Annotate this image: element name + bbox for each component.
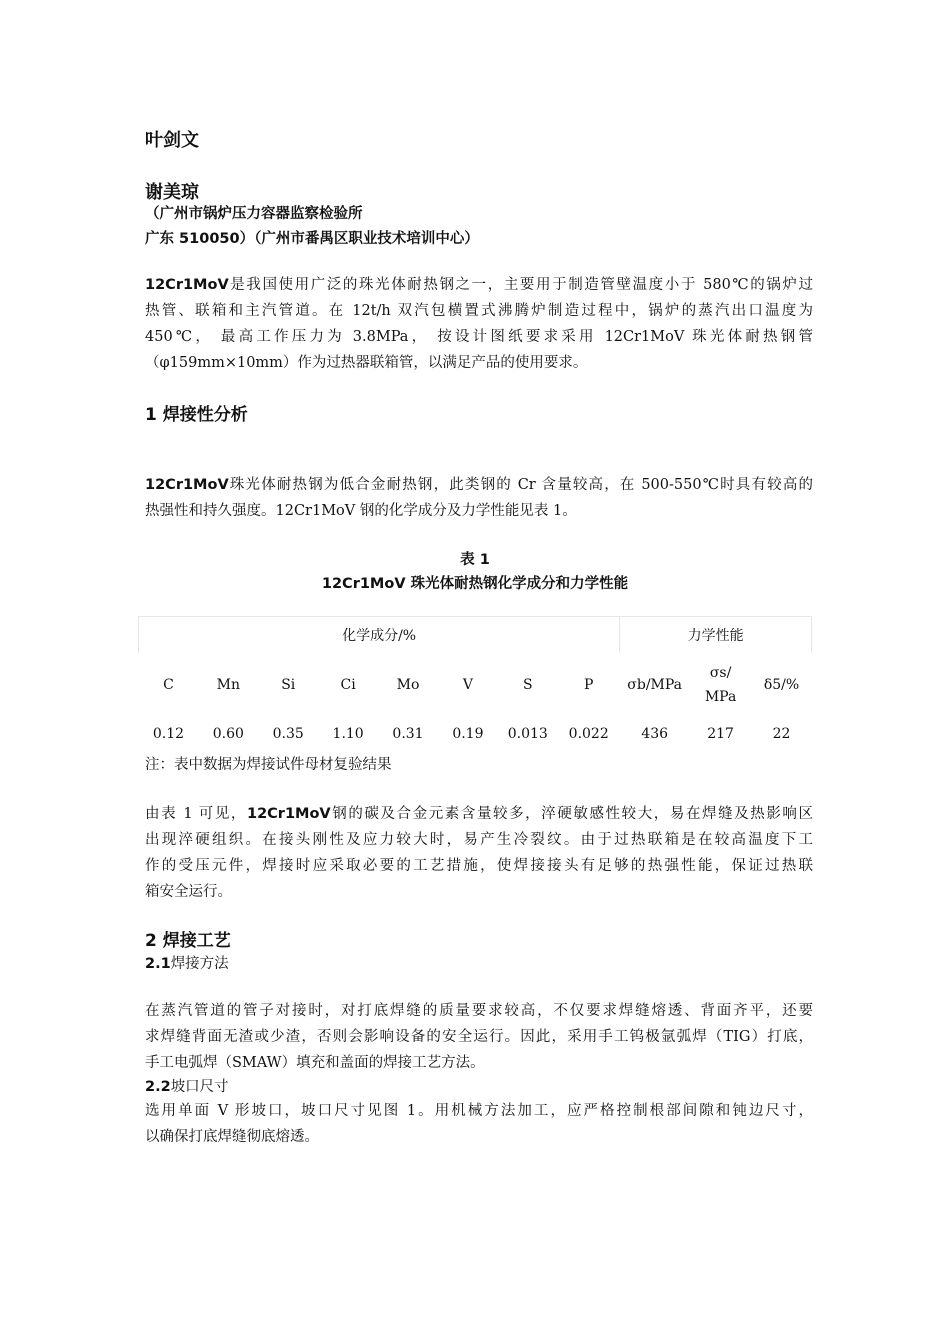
intro-line-4: （φ159mm×10mm）作为过热器联箱管，以满足产品的使用要求。 bbox=[145, 355, 588, 371]
section-1-heading: 1 焊接性分析 bbox=[145, 405, 248, 425]
section-1-lead: 12Cr1MoV bbox=[145, 477, 229, 493]
value-c: 0.12 bbox=[152, 726, 185, 742]
sub1-line-1: 在蒸汽管道的管子对接时，对打底焊缝的质量要求较高，不仅要求焊缝熔透、背面齐平，还要 bbox=[145, 1003, 813, 1019]
sub1-line-2: 求焊缝背面无渣或少渣，否则会影响设备的安全运行。因此，采用手工钨极氩弧焊（TIG）打底， bbox=[145, 1029, 813, 1045]
table-value-row bbox=[139, 717, 812, 751]
mechanical-properties-header: 力学性能 bbox=[620, 617, 812, 654]
col-c: C bbox=[163, 677, 174, 693]
value-si: 0.35 bbox=[272, 726, 304, 742]
value-elongation: 22 bbox=[772, 726, 791, 742]
discussion-line-4: 箱安全运行。 bbox=[145, 884, 232, 900]
col-tensile-strength: σb/MPa bbox=[627, 677, 683, 693]
value-v: 0.19 bbox=[452, 726, 484, 742]
value-tensile-strength: 436 bbox=[641, 726, 669, 742]
col-yield-strength: σs/ MPa bbox=[704, 665, 737, 705]
col-ci: Ci bbox=[340, 677, 356, 693]
sub1-line-3: 手工电弧焊（SMAW）填充和盖面的焊接工艺方法。 bbox=[145, 1055, 485, 1071]
affiliation-line-1: （广州市锅炉压力容器监察检验所 bbox=[145, 206, 363, 222]
value-ci: 1.10 bbox=[332, 726, 364, 742]
sub2-line-1: 选用单面 V 形坡口，坡口尺寸见图 1。用机械方法加工，应严格控制根部间隙和钝边尺寸， bbox=[145, 1103, 813, 1119]
chem-composition-header: 化学成分/% bbox=[139, 617, 620, 654]
discussion-lead: 12Cr1MoV bbox=[246, 806, 331, 822]
subsection-2-2-heading: 2.2坡口尺寸 bbox=[145, 1079, 229, 1095]
intro-line-1: 12Cr1MoV是我国使用广泛的珠光体耐热钢之一，主要用于制造管壁温度小于 580℃的锅炉过 bbox=[145, 277, 813, 293]
section-1-line-2: 热强性和持久强度。12Cr1MoV 钢的化学成分及力学性能见表 1。 bbox=[145, 503, 577, 519]
discussion-line-3: 作的受压元件，焊接时应采取必要的工艺措施，使焊接接头有足够的热强性能，保证过热联 bbox=[145, 858, 813, 874]
subsection-2-1-paragraph bbox=[145, 998, 813, 1076]
author-name-1: 叶剑文 bbox=[145, 130, 199, 151]
value-yield-strength: 217 bbox=[707, 726, 734, 742]
table-group-header-row bbox=[139, 617, 812, 654]
section-1-paragraph bbox=[145, 472, 813, 524]
table-symbol-row bbox=[139, 653, 812, 717]
col-p: P bbox=[584, 677, 594, 693]
discussion-line-1: 由表 1 可见，12Cr1MoV钢的碳及合金元素含量较多，淬硬敏感性较大，易在焊缝及热影响区 bbox=[145, 806, 813, 822]
author-name-2: 谢美琼 bbox=[145, 182, 199, 203]
subsection-2-2-paragraph bbox=[145, 1098, 813, 1150]
table-label: 表 1 bbox=[460, 552, 490, 568]
subsection-2-1-heading: 2.1焊接方法 bbox=[145, 956, 229, 972]
properties-table bbox=[138, 616, 812, 751]
value-p: 0.022 bbox=[568, 726, 609, 742]
intro-paragraph bbox=[145, 272, 813, 376]
intro-line-2: 热管、联箱和主汽管道。在 12t/h 双汽包横置式沸腾炉制造过程中，锅炉的蒸汽出口温度为 bbox=[145, 303, 813, 319]
section-1-line-1: 12Cr1MoV珠光体耐热钢为低合金耐热钢，此类钢的 Cr 含量较高，在 500-550℃时具有较高的 bbox=[145, 477, 813, 493]
table-discussion-paragraph bbox=[145, 801, 813, 905]
section-2-heading: 2 焊接工艺 bbox=[145, 931, 231, 951]
affiliation-line-2: 广东 510050）（广州市番禺区职业技术培训中心） bbox=[145, 231, 479, 247]
col-si: Si bbox=[281, 677, 296, 693]
intro-lead: 12Cr1MoV bbox=[145, 277, 229, 293]
value-mn: 0.60 bbox=[212, 726, 244, 742]
sub2-line-2: 以确保打底焊缝彻底熔透。 bbox=[145, 1129, 319, 1145]
intro-line-3: 450℃， 最高工作压力为 3.8MPa， 按设计图纸要求采用 12Cr1MoV 珠光体耐热钢管 bbox=[145, 329, 813, 345]
col-s: S bbox=[523, 677, 533, 693]
col-elongation: δ5/% bbox=[763, 677, 800, 693]
discussion-line-2: 出现淬硬组织。在接头刚性及应力较大时，易产生冷裂纹。由于过热联箱是在较高温度下工 bbox=[145, 832, 813, 848]
col-mo: Mo bbox=[396, 677, 420, 693]
value-s: 0.013 bbox=[507, 726, 548, 742]
value-mo: 0.31 bbox=[392, 726, 424, 742]
table-caption: 12Cr1MoV 珠光体耐热钢化学成分和力学性能 bbox=[321, 576, 629, 592]
col-v: V bbox=[462, 677, 473, 693]
table-note: 注：表中数据为焊接试件母材复验结果 bbox=[145, 757, 392, 773]
col-mn: Mn bbox=[216, 677, 241, 693]
